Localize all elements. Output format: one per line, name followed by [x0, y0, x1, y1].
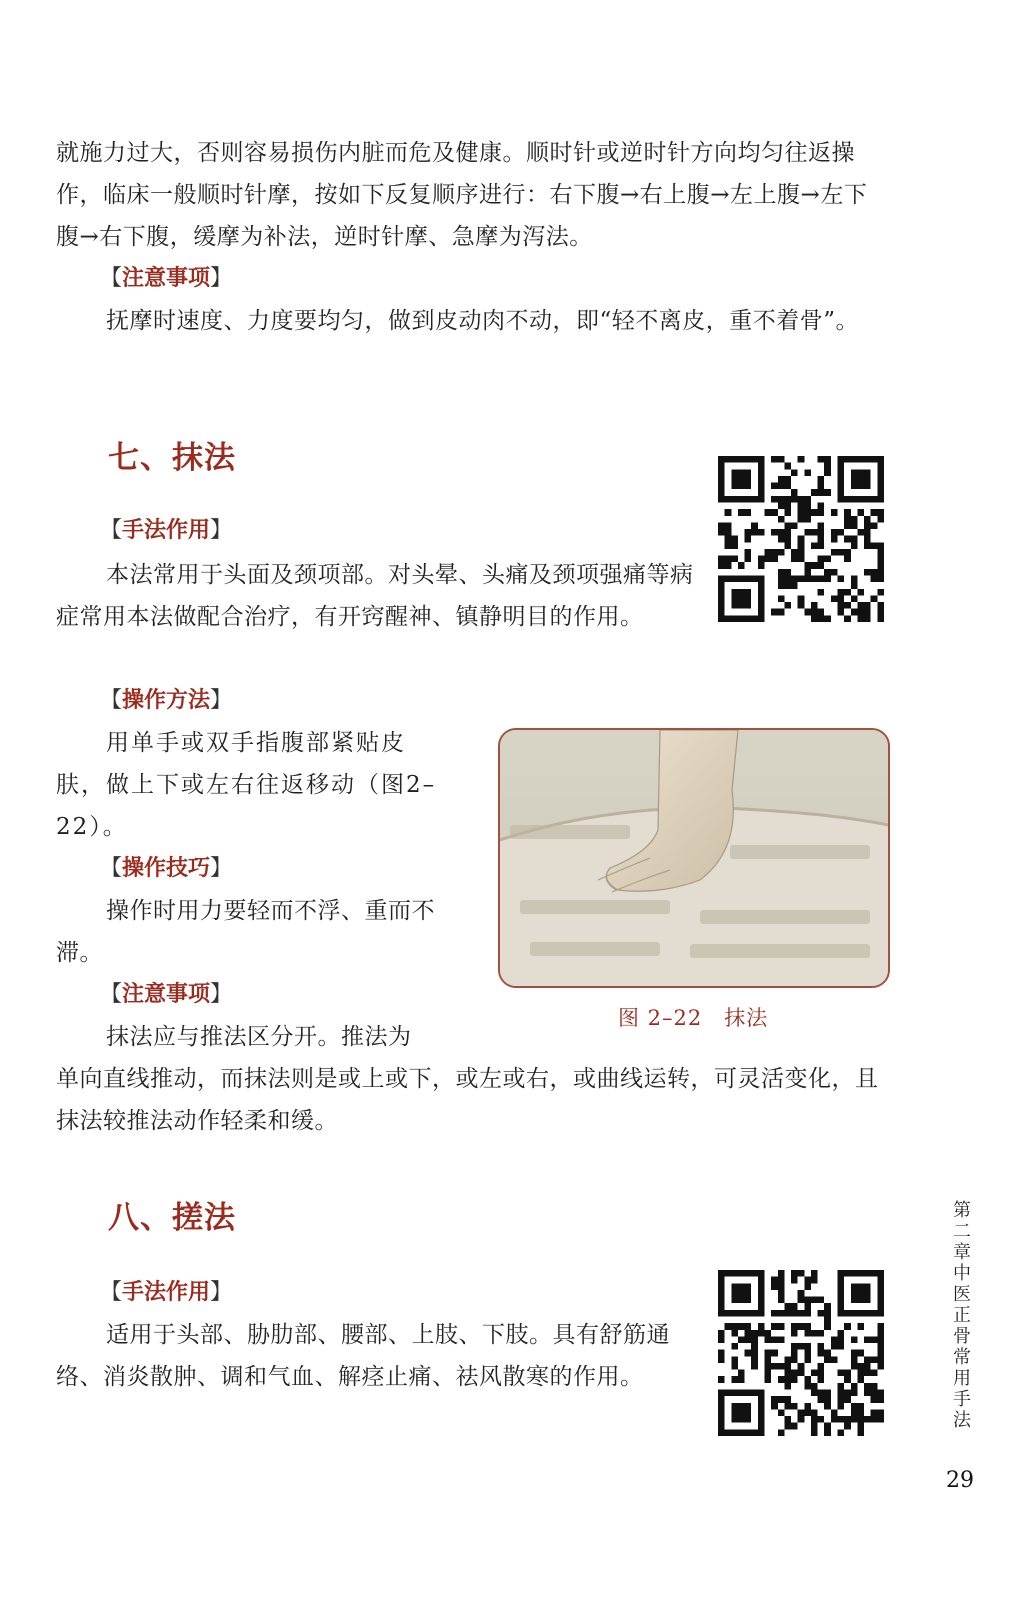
note1-text: 抚摩时速度、力度要均匀，做到皮动肉不动，即“轻不离皮，重不着骨”。 — [106, 308, 860, 334]
figure-caption: 图 2–22 抹法 — [618, 1006, 769, 1030]
s7-note-label-text: 注意事项 — [122, 981, 211, 1007]
figure-massage-photo — [498, 728, 890, 988]
side-chapter-title: 第二章 中医正骨常用手法 — [953, 1200, 989, 1431]
hand-massage-illustration — [500, 730, 888, 986]
qr-code-graphic — [718, 456, 884, 622]
note1-label: 【注意事项】 — [100, 265, 233, 291]
section8-title: 八、搓法 — [108, 1200, 236, 1236]
s7-effect-label: 【手法作用】 — [100, 517, 233, 543]
s8-effect-label-text: 手法作用 — [122, 1279, 211, 1305]
s8-effect-label: 【手法作用】 — [100, 1279, 233, 1305]
section7-title: 七、抹法 — [108, 440, 236, 476]
s7-note-text-b: 单向直线推动，而抹法则是或上或下，或左或右，或曲线运转，可灵活变化，且抹法较推法动作轻柔和缓。 — [56, 1066, 879, 1134]
top-paragraph: 就施力过大，否则容易损伤内脏而危及健康。顺时针或逆时针方向均匀往返操作，临床一般顺时针摩，按如下反复顺序进行：右下腹→右上腹→左上腹→左下腹→右下腹，缓摩为补法，逆时针摩、急摩为泻法。 — [56, 140, 868, 250]
s7-skill-label-text: 操作技巧 — [122, 855, 211, 881]
qr-code-graphic-2 — [718, 1270, 884, 1436]
s7-effect-label-text: 手法作用 — [122, 517, 211, 543]
s7-effect-text: 本法常用于头面及颈项部。对头晕、头痛及颈项强痛等病症常用本法做配合治疗，有开窍醒神、镇静明目的作用。 — [56, 562, 694, 630]
s7-method-text: 用单手或双手指腹部紧贴皮肤，做上下或左右往返移动（图2–22）。 — [56, 730, 437, 840]
s7-note-text-a: 抹法应与推法区分开。推法为 — [106, 1024, 412, 1050]
note1-label-text: 注意事项 — [122, 265, 211, 291]
s7-method-label-text: 操作方法 — [122, 687, 211, 713]
s8-effect-text: 适用于头部、胁肋部、腰部、上肢、下肢。具有舒筋通络、消炎散肿、调和气血、解痉止痛、祛风散寒的作用。 — [56, 1322, 670, 1390]
qr-code-icon[interactable] — [718, 456, 884, 622]
s7-skill-label: 【操作技巧】 — [100, 855, 233, 881]
page-number: 29 — [946, 1468, 974, 1493]
qr-code-icon-2[interactable] — [718, 1270, 884, 1436]
s7-method-label: 【操作方法】 — [100, 687, 233, 713]
s7-skill-text: 操作时用力要轻而不浮、重而不滞。 — [56, 898, 435, 966]
s7-note-label: 【注意事项】 — [100, 981, 233, 1007]
